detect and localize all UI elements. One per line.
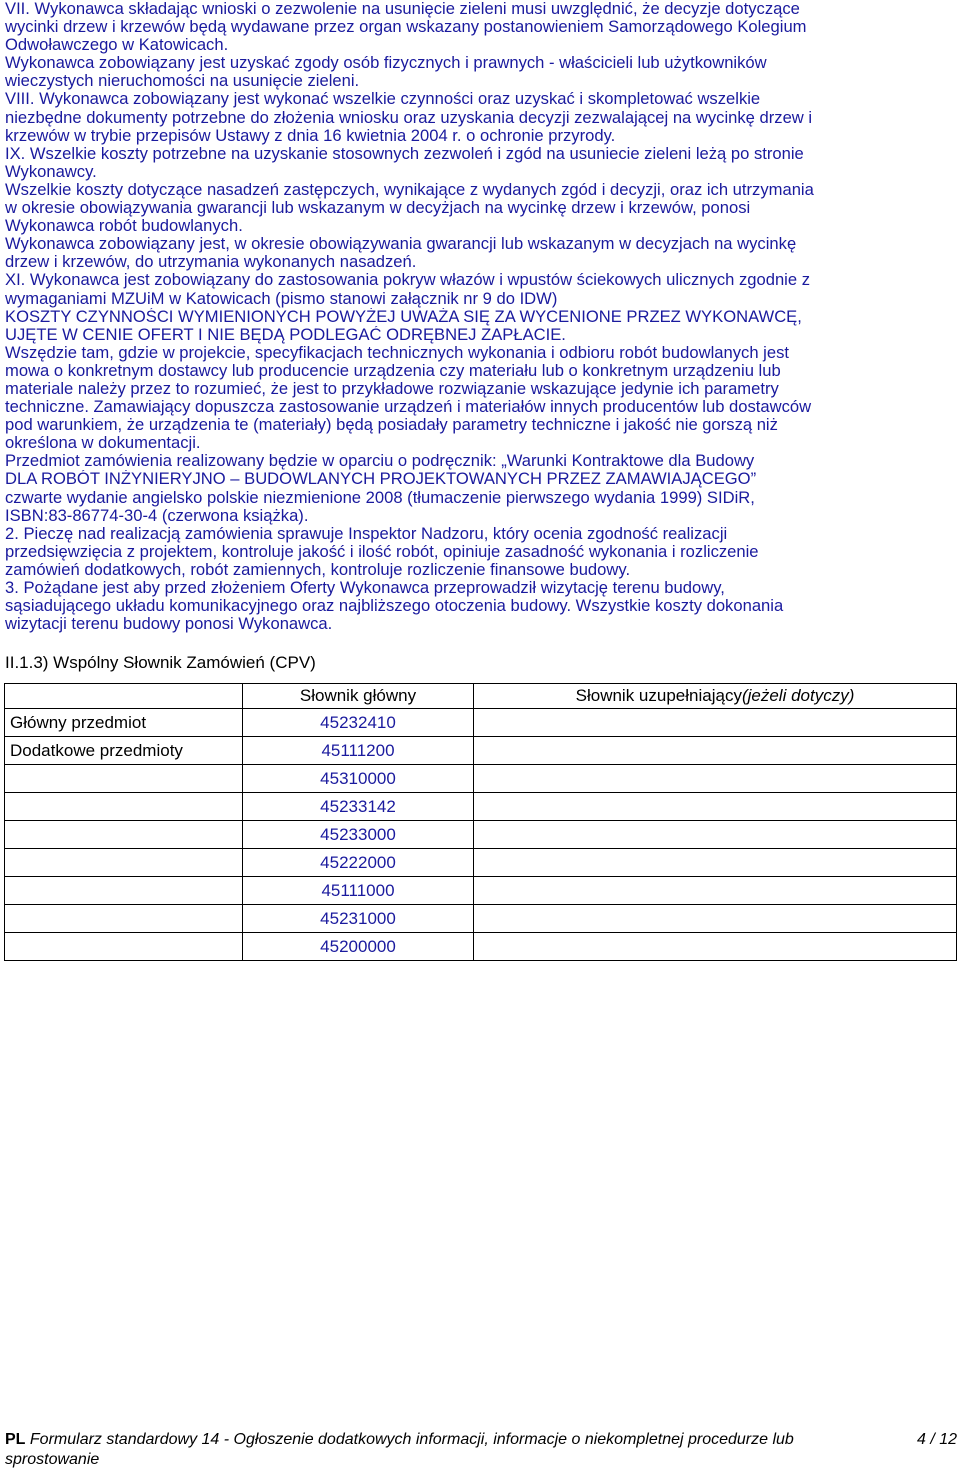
additional-cpv-code: 45310000: [243, 765, 474, 793]
additional-subjects-label: Dodatkowe przedmioty: [5, 737, 243, 765]
table-cell-empty: [474, 709, 957, 737]
table-cell-empty: [474, 821, 957, 849]
table-cell-empty: [5, 905, 243, 933]
additional-cpv-code: 45233142: [243, 793, 474, 821]
header-supp-note: (jeżeli dotyczy): [741, 686, 855, 705]
table-row: [5, 933, 957, 961]
additional-cpv-code: 45233000: [243, 821, 474, 849]
table-cell-empty: [474, 877, 957, 905]
text-line: sąsiadującego układu komunikacyjnego oraz najbliższego otoczenia budowy. Wszystkie koszty dokonania: [5, 597, 784, 616]
table-row: [5, 765, 957, 793]
text-line: Wykonawca zobowiązany jest uzyskać zgody osób fizycznych i prawnych - właścicieli lub użytkowników: [5, 54, 767, 73]
table-row: [5, 709, 957, 737]
table-cell-empty: [5, 849, 243, 877]
table-cell-empty: [5, 933, 243, 961]
table-cell-empty: [474, 933, 957, 961]
body-text: [5, 0, 949, 633]
text-line: DLA ROBÓT INŻYNIERYJNO – BUDOWLANYCH PROJEKTOWANYCH PRZEZ ZAMAWIAJĄCEGO”: [5, 470, 757, 489]
text-line: krzewów w trybie przepisów Ustawy z dnia 16 kwietnia 2004 r. o ochronie przyrody.: [5, 126, 616, 145]
text-line: XI. Wykonawca jest zobowiązany do zastosowania pokryw włazów i wpustów ściekowych ulicznych zgodnie z: [5, 271, 811, 290]
text-line: Wykonawca robót budowlanych.: [5, 217, 243, 236]
text-line: zamówień dodatkowych, robót zamiennych, kontroluje rozliczenie finansowe budowy.: [5, 560, 631, 579]
table-row: [5, 793, 957, 821]
additional-cpv-code: 45200000: [243, 933, 474, 961]
page-footer: [5, 1430, 960, 1470]
text-line: 3. Pożądane jest aby przed złożeniem Oferty Wykonawca przeprowadził wizytację terenu budowy,: [5, 579, 725, 597]
table-row: [5, 737, 957, 765]
text-line: ISBN:83-86774-30-4 (czerwona książka).: [5, 506, 309, 525]
text-line: materiale należy przez to rozumieć, że jest to przykładowe rozwiązanie wskazujące jedynie ich parametry: [5, 379, 779, 398]
section-heading: II.1.3) Wspólny Słownik Zamówień (CPV): [5, 653, 316, 672]
text-line: VII. Wykonawca składając wnioski o zezwolenie na usunięcie zieleni musi uwzględnić, że decyzje dotyczące: [5, 0, 800, 18]
table-row: [5, 849, 957, 877]
header-supplementary-dictionary: [474, 684, 957, 709]
text-line: przedsięwzięcia z projektem, kontroluje jakość i ilość robót, opiniuje zasadność wykonania i rozliczenie: [5, 542, 759, 561]
text-line: wycinki drzew i krzewów będą wydawane przez organ wskazany postanowieniem Samorządowego Kolegium: [5, 18, 807, 37]
text-line: Przedmiot zamówienia realizowany będzie w oparciu o podręcznik: „Warunki Kontraktowe dla Budowy: [5, 452, 755, 471]
text-line: Wszędzie tam, gdzie w projekcie, specyfikacjach technicznych wykonania i odbioru robót budowlanych jest: [5, 343, 789, 362]
text-line: wieczystych nieruchomości na usunięcie zieleni.: [5, 72, 360, 91]
text-line: wymaganiami MZUiM w Katowicach (pismo stanowi załącznik nr 9 do IDW): [5, 289, 558, 308]
text-line: 2. Pieczę nad realizacją zamówienia sprawuje Inspektor Nadzoru, który ocenia zgodność realizacji: [5, 524, 728, 543]
main-cpv-code: 45232410: [243, 709, 474, 737]
table-cell-empty: [474, 905, 957, 933]
text-line: w okresie obowiązywania gwarancji lub wskazanym w decyżjach na wycinkę drzew i krzewów, ponosi: [5, 199, 751, 218]
additional-cpv-code: 45231000: [243, 905, 474, 933]
text-line: czwarte wydanie angielsko polskie niezmienione 2008 (tłumaczenie pierwszego wydania 1999) SIDiR,: [5, 488, 755, 507]
table-cell-empty: [474, 849, 957, 877]
header-supp-label: Słownik uzupełniający: [575, 686, 742, 705]
footer-language: PL: [5, 1431, 26, 1448]
text-line: UJĘTE W CENIE OFERT I NIE BĘDĄ PODLEGAĆ ODRĘBNEJ ZAPŁACIE.: [5, 325, 566, 344]
table-cell-empty: [5, 684, 243, 709]
text-line: Wykonawcy.: [5, 162, 97, 181]
additional-cpv-code: 45222000: [243, 849, 474, 877]
text-line: techniczne. Zamawiający dopuszcza zastosowanie urządzeń i materiałów innych producentów lub dostawców: [5, 398, 812, 417]
footer-form-name-cont: sprostowanie: [5, 1451, 100, 1468]
text-line: niezbędne dokumenty potrzebne do złożenia wniosku oraz uzyskania decyzji zezwalającej na wycinkę drzew i: [5, 108, 813, 127]
text-line: KOSZTY CZYNNOŚCI WYMIENIONYCH POWYŻEJ UWAŻA SIĘ ZA WYCENIONE PRZEZ WYKONAWCĘ,: [5, 307, 802, 326]
page-number: 4 / 12: [916, 1431, 957, 1448]
text-line: IX. Wszelkie koszty potrzebne na uzyskanie stosownych zezwoleń i zgód na usuniecie zieleni leżą po stronie: [5, 144, 804, 163]
table-row: [5, 821, 957, 849]
additional-cpv-code: 45111000: [243, 877, 474, 905]
text-line: Wszelkie koszty dotyczące nasadzeń zastępczych, wynikające z wydanych zgód i decyzji, oraz ich utrzymania: [5, 180, 814, 199]
main-subject-label: Główny przedmiot: [5, 709, 243, 737]
text-line: mowa o konkretnym dostawcy lub producencie urządzenia czy materiału lub o konkretnym urządzeniu lub: [5, 361, 781, 380]
text-line: określona w dokumentacji.: [5, 434, 201, 453]
text-line: drzew i krzewów, do utrzymania wykonanych nasadzeń.: [5, 253, 417, 272]
table-cell-empty: [5, 793, 243, 821]
table-cell-empty: [5, 877, 243, 905]
text-line: Odwoławczego w Katowicach.: [5, 36, 229, 55]
table-cell-empty: [474, 793, 957, 821]
table-cell-empty: [5, 765, 243, 793]
header-main-dictionary: Słownik główny: [243, 684, 474, 709]
table-cell-empty: [474, 737, 957, 765]
table-cell-empty: [5, 821, 243, 849]
table-cell-empty: [474, 765, 957, 793]
table-header-row: [5, 684, 957, 709]
table-row: [5, 905, 957, 933]
text-line: VIII. Wykonawca zobowiązany jest wykonać wszelkie czynności oraz uzyskać i skompletować wszelkie: [5, 90, 761, 109]
cpv-table: [4, 683, 957, 961]
table-row: [5, 877, 957, 905]
text-line: pod warunkiem, że urządzenia te (materiały) będą posiadały parametry techniczne i jakość nie gorszą niż: [5, 416, 778, 435]
footer-form-name: Formularz standardowy 14 - Ogłoszenie dodatkowych informacji, informacje o niekompletnej procedurze lub: [29, 1431, 794, 1448]
text-line: wizytacji terenu budowy ponosi Wykonawca.: [5, 615, 333, 634]
text-line: Wykonawca zobowiązany jest, w okresie obowiązywania gwarancji lub wskazanym w decyzjach na wycinkę: [5, 235, 797, 254]
additional-cpv-code: 45111200: [243, 737, 474, 765]
